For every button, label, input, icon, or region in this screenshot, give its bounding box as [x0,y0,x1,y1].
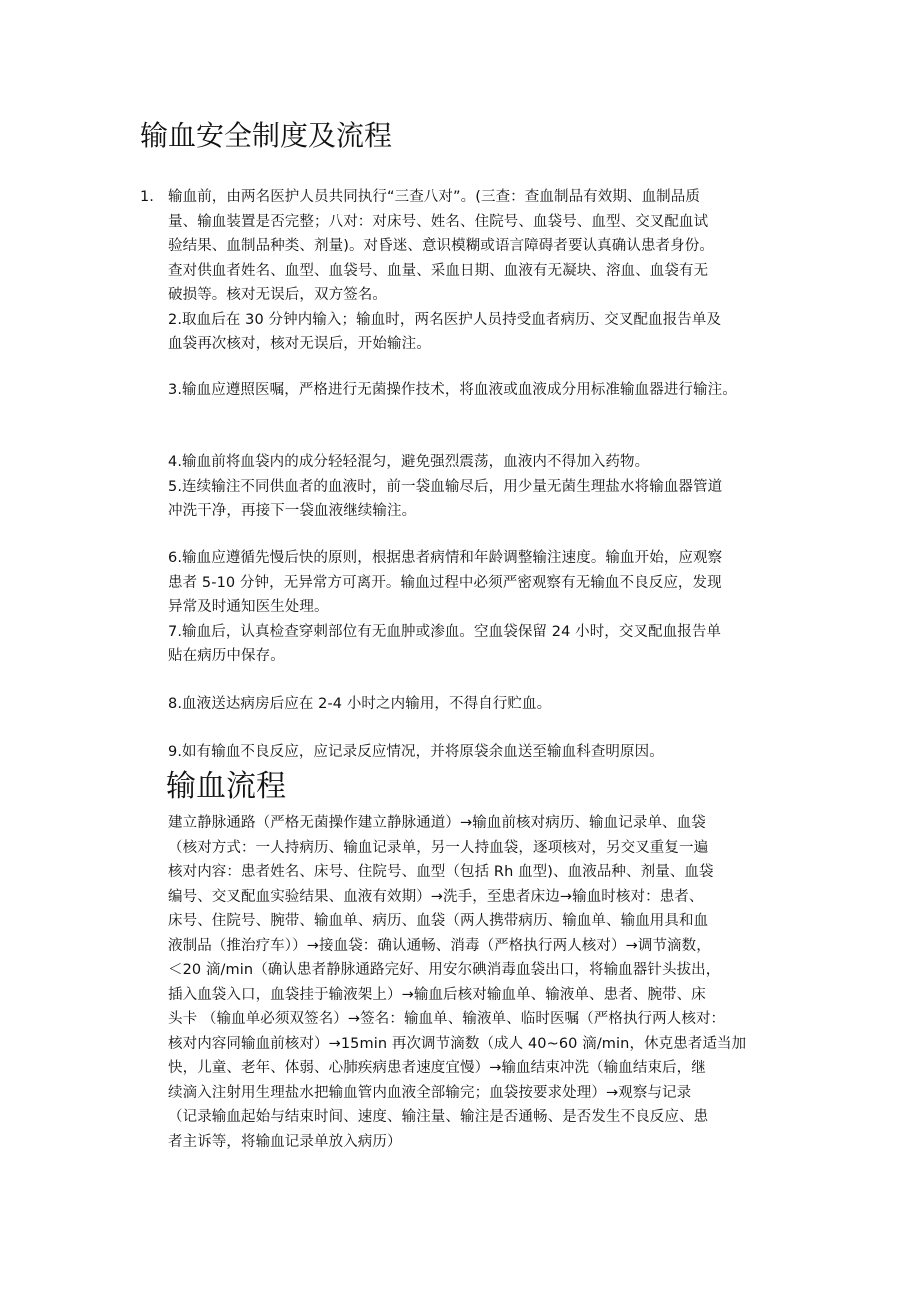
text-line: 续滴入注射用生理盐水把输血管内血液全部输完；血袋按要求处理）→观察与记录 [168,1084,692,1101]
text-line: 破损等。核对无误后，双方签名。 [168,287,387,303]
text-line: 量、输血装置是否完整；八对：对床号、姓名、住院号、血袋号、血型、交叉配血试 [168,213,709,230]
text-line: 7.输血后，认真检查穿刺部位有无血肿或渗血。空血袋保留 24 小时，交叉配血报告单 [168,623,722,640]
text-line: 5.连续输注不同供血者的血液时，前一袋血输尽后，用少量无菌生理盐水将输血器管道 [168,478,723,495]
list-number: 1. [140,189,154,205]
text-line: 查对供血者姓名、血型、血袋号、血量、采血日期、血液有无凝块、溶血、血袋有无 [168,262,709,279]
text-line: 4.输血前将血袋内的成分轻轻混匀，避免强烈震荡，血液内不得加入药物。 [168,454,650,470]
section-title: 输血流程 [166,769,286,804]
text-line: （记录输血起始与结束时间、速度、输注量、输注是否通畅、是否发生不良反应、患 [168,1109,709,1125]
text-line: 输血前，由两名医护人员共同执行“三查八对”。(三查：查血制品有效期、血制品质 [168,189,700,205]
text-line: 快，儿童、老年、体弱、心肺疾病患者速度宜慢）→输血结束冲洗（输血结束后，继 [168,1060,706,1076]
text-line: 患者 5-10 分钟，无异常方可离开。输血过程中必须严密观察有无输血不良反应，发现 [168,574,722,591]
text-line: 核对内容：患者姓名、床号、住院号、血型（包括 Rh 血型)、血液品种、剂量、血袋 [168,864,714,880]
text-line: 异常及时通知医生处理。 [168,599,329,615]
text-line: 9.如有输血不良反应，应记录反应情况，并将原袋余血送至输血科查明原因。 [168,744,664,760]
text-line: ＜20 滴/min（确认患者静脉通路完好、用安尔碘消毒血袋出口，将输血器针头拔出， [168,962,721,978]
text-line: 插入血袋入口，血袋挂于输液架上）→输血后核对输血单、输液单、患者、腕带、床 [168,986,706,1003]
text-line: 头卡 （输血单必须双签名）→签名：输血单、输液单、临时医嘱（严格执行两人核对： [168,1011,726,1027]
text-line: 2.取血后在 30 分钟内输入；输血时，两名医护人员持受血者病历、交叉配血报告单及 [168,311,722,328]
text-line: 床号、住院号、腕带、输血单、病历、血袋（两人携带病历、输血单、输血用具和血 [168,913,709,929]
paragraph-1 [168,185,721,357]
paragraph-4-5 [168,450,722,524]
paragraph-6-7 [168,546,722,669]
process-paragraph [168,811,746,1154]
text-line: 验结果、血制品种类、剂量)。对昏迷、意识模糊或语言障碍者要认真确认患者身份。 [168,238,714,254]
text-line: 者主诉等，将输血记录单放入病历） [168,1133,402,1150]
paragraph-9 [168,740,664,765]
paragraph-8 [168,692,551,717]
text-line: 6.输血应遵循先慢后快的原则，根据患者病情和年龄调整输注速度。输血开始，应观察 [168,550,723,566]
text-line: 3.输血应遵照医嘱，严格进行无菌操作技术，将血液或血液成分用标准输血器进行输注。 [168,382,737,398]
text-line: 贴在病历中保存。 [168,648,285,664]
text-line: 冲洗干净，再接下一袋血液继续输注。 [168,503,417,519]
document-title: 输血安全制度及流程 [140,119,393,152]
text-line: 编号、交叉配血实验结果、血液有效期）→洗手，至患者床边→输血时核对：患者、 [168,888,704,905]
text-line: 液制品（推治疗车））→接血袋：确认通畅、消毒（严格执行两人核对）→调节滴数， [168,937,711,954]
paragraph-3 [168,378,737,403]
text-line: 8.血液送达病房后应在 2-4 小时之内输用，不得自行贮血。 [168,696,552,712]
text-line: 血袋再次核对，核对无误后，开始输注。 [168,336,431,352]
text-line: （核对方式：一人持病历、输血记录单，另一人持血袋，逐项核对，另交叉重复一遍 [168,839,709,856]
text-line: 核对内容同输血前核对）→15min 再次调节滴数（成人 40~60 滴/min，休克患者适当加 [168,1035,747,1052]
text-line: 建立静脉通路（严格无菌操作建立静脉通道）→输血前核对病历、输血记录单、血袋 [168,815,706,831]
